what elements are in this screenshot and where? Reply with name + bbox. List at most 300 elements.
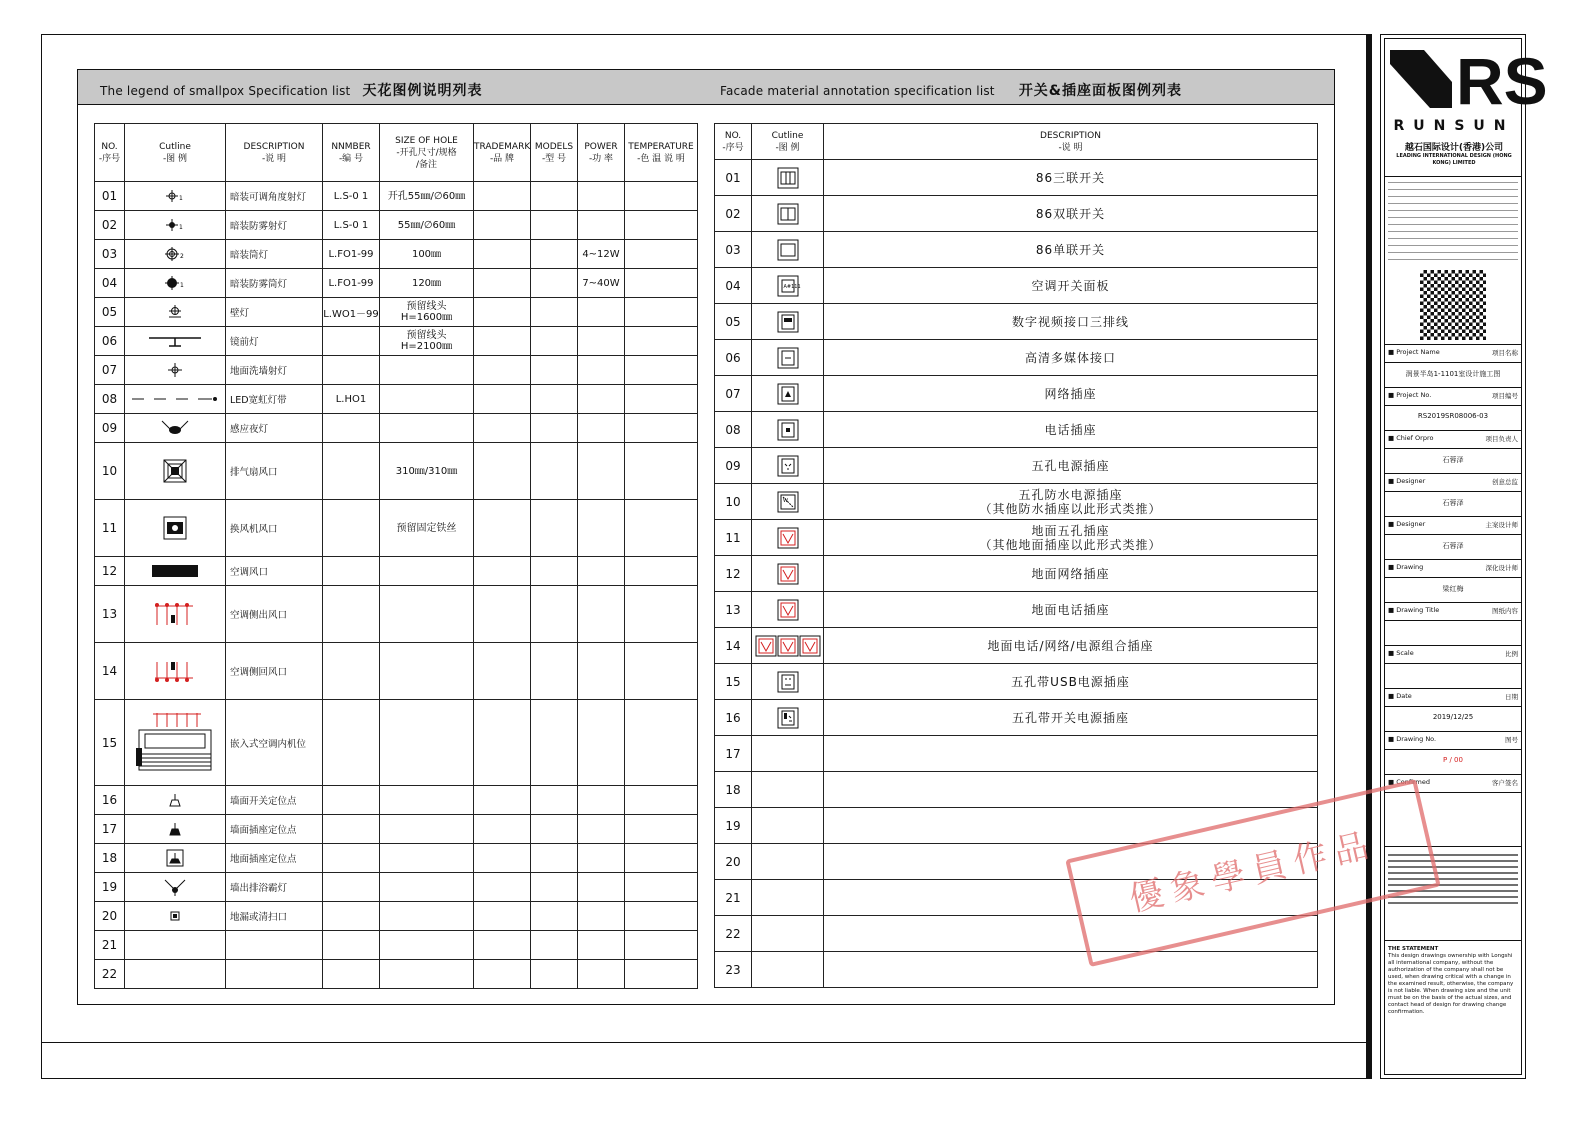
tb-divider [1384,663,1522,664]
tb-field-label: ■ Drawing Title 图纸内容 [1388,606,1518,615]
tb-divider [1384,620,1522,621]
left-col-header-4: SIZE OF HOLE -开孔尺寸/规格 /备注 [380,124,474,182]
row-description: 86三联开关 [824,160,1318,196]
row-number: 09 [715,448,752,484]
row-trademark [474,586,531,643]
row-model [531,269,578,298]
left-header: The legend of smallpox Specification list 天花图例说明列表 [100,83,483,99]
row-number: 10 [715,484,752,520]
left-col-header-7: POWER -功 率 [578,124,625,182]
row-model [531,586,578,643]
table-row [715,952,1318,988]
row-description: 壁灯 [226,298,323,327]
row-trademark [474,700,531,786]
tb-divider [1384,387,1522,388]
row-description: 空调侧回风口 [226,643,323,700]
row-number: 14 [715,628,752,664]
row-number: 11 [715,520,752,556]
tb-field-value: 石蓉泽 [1442,456,1464,464]
row-description [226,931,323,960]
row-trademark [474,327,531,356]
row-trademark [474,385,531,414]
row-code [323,557,380,586]
legend-symbol-icon [125,786,226,815]
frame-bottom-line [41,1042,1367,1043]
row-code [323,356,380,385]
row-description: 墙面插座定位点 [226,815,323,844]
row-model [531,182,578,211]
table-row [715,664,1318,700]
row-temperature [625,931,698,960]
row-description: 排气扇风口 [226,443,323,500]
legend-symbol-icon [125,873,226,902]
row-hole-size [380,586,474,643]
row-trademark [474,873,531,902]
row-temperature [625,960,698,989]
legend-symbol-icon [125,844,226,873]
row-number: 17 [95,815,125,844]
qr-code-icon [1420,270,1486,340]
row-trademark [474,931,531,960]
tb-divider [1384,731,1522,732]
row-power [578,356,625,385]
tb-divider [1384,430,1522,431]
row-hole-size [380,643,474,700]
svg-text:2: 2 [180,253,184,260]
row-number: 08 [715,412,752,448]
tb-divider [1384,645,1522,646]
row-number: 10 [95,443,125,500]
row-model [531,211,578,240]
row-description: 墙面开关定位点 [226,786,323,815]
row-temperature [625,643,698,700]
left-col-header-8: TEMPERATURE -色 温 说 明 [625,124,698,182]
row-number: 09 [95,414,125,443]
socket-symbol-icon [752,880,824,916]
row-description: 暗装防雾射灯 [226,211,323,240]
row-power [578,298,625,327]
socket-symbol-icon [752,664,824,700]
row-code [323,443,380,500]
table-row [95,586,698,643]
tb-divider [1384,362,1522,363]
row-description: 五孔带USB电源插座 [824,664,1318,700]
row-description: LED宽虹灯带 [226,385,323,414]
address-block [1388,182,1518,262]
socket-symbol-icon [752,736,824,772]
row-description: 86双联开关 [824,196,1318,232]
legend-symbol-icon [125,269,226,298]
socket-symbol-icon [752,340,824,376]
tb-field-value: 润景半岛1-1101室设计施工图 [1405,370,1501,378]
table-row [95,211,698,240]
row-trademark [474,844,531,873]
row-number: 08 [95,385,125,414]
legend-symbol-icon [125,960,226,989]
row-model [531,643,578,700]
tb-field-label: ■ Drawing 深化设计师 [1388,563,1518,572]
row-code [323,815,380,844]
table-row [95,356,698,385]
row-temperature [625,844,698,873]
svg-text:1: 1 [180,282,184,289]
right-header: Facade material annotation specification list 开关&插座面板图例列表 [720,83,1183,99]
row-trademark [474,815,531,844]
row-hole-size [380,557,474,586]
table-row [95,902,698,931]
tb-field-value: 石蓉泽 [1442,542,1464,550]
legend-symbol-icon [125,902,226,931]
row-hole-size [380,385,474,414]
table-row [715,412,1318,448]
row-number: 22 [95,960,125,989]
tb-field-value: RS2019SR08006-03 [1417,412,1489,420]
tb-divider [1384,559,1522,560]
tb-divider [1384,491,1522,492]
tb-divider [1384,176,1522,177]
tb-field-label: ■ Designer 创意总监 [1388,477,1518,486]
row-hole-size [380,786,474,815]
rs-logo-icon [1390,44,1548,118]
row-power [578,931,625,960]
ceiling-legend-table [94,123,698,989]
row-power [578,385,625,414]
legend-symbol-icon [125,385,226,414]
row-hole-size [380,700,474,786]
row-hole-size [380,356,474,385]
row-number: 01 [95,182,125,211]
tb-field-value: 2019/12/25 [1432,713,1474,721]
statement: THE STATEMENT This design drawings ownership with Longshi all international company, without the authorization of the company shall not be used, when drawing critical with a change in the examined result, otherwise, the company is not liable. When drawing size and the unit must be on the basis of the actual sizes, and contact head of design for drawing change confirmation. [1388,946,1514,1015]
row-description: 五孔防水电源插座 （其他防水插座以此形式类推） [824,484,1318,520]
row-description: 数字视频接口三排线 [824,304,1318,340]
row-number: 16 [95,786,125,815]
row-temperature [625,385,698,414]
row-model [531,327,578,356]
tb-field-label: ■ Drawing No. 图号 [1388,735,1518,744]
table-row [715,196,1318,232]
row-temperature [625,414,698,443]
row-model [531,902,578,931]
table-row [715,556,1318,592]
row-power [578,844,625,873]
row-description: 空调侧出风口 [226,586,323,643]
row-number: 01 [715,160,752,196]
row-number: 19 [715,808,752,844]
row-power [578,786,625,815]
socket-symbol-icon [752,808,824,844]
socket-symbol-icon [752,376,824,412]
frame-right-border [1366,34,1372,1079]
row-code [323,586,380,643]
row-hole-size: 预留线头 H=1600㎜ [380,298,474,327]
row-temperature [625,786,698,815]
table-row [715,448,1318,484]
row-description: 地面插座定位点 [226,844,323,873]
socket-symbol-icon [752,916,824,952]
table-row [715,700,1318,736]
row-number: 02 [95,211,125,240]
table-row [95,557,698,586]
row-number: 12 [95,557,125,586]
row-hole-size [380,902,474,931]
left-col-header-2: DESCRIPTION -说 明 [226,124,323,182]
row-power [578,700,625,786]
socket-symbol-icon [752,196,824,232]
tb-divider [1384,516,1522,517]
legend-symbol-icon [125,240,226,269]
row-temperature [625,873,698,902]
row-hole-size [380,873,474,902]
svg-text:W: W [782,497,788,504]
legend-symbol-icon [125,557,226,586]
tb-divider [1384,344,1522,345]
row-number: 17 [715,736,752,772]
company-name: 越石国际设计(香港)公司 LEADING INTERNATIONAL DESIGN (HONG KONG) LIMITED [1396,143,1512,166]
row-power [578,557,625,586]
row-temperature [625,211,698,240]
row-description: 暗装筒灯 [226,240,323,269]
table-row [95,700,698,786]
row-hole-size: 120㎜ [380,269,474,298]
row-code: L.S-0 1 [323,211,380,240]
row-code [323,960,380,989]
row-description: 电话插座 [824,412,1318,448]
row-description: 五孔电源插座 [824,448,1318,484]
table-row [95,960,698,989]
svg-text:A#111: A#111 [783,283,801,290]
tb-divider [1384,706,1522,707]
socket-symbol-icon [752,700,824,736]
row-code [323,414,380,443]
legend-symbol-icon [125,815,226,844]
table-row [95,844,698,873]
row-temperature [625,182,698,211]
row-power [578,327,625,356]
legend-symbol-icon [125,182,226,211]
left-col-header-0: NO. -序号 [95,124,125,182]
table-row [95,298,698,327]
row-number: 07 [95,356,125,385]
row-number: 11 [95,500,125,557]
legend-symbol-icon [125,414,226,443]
tb-field-value: P / 00 [1443,756,1463,764]
row-model [531,240,578,269]
row-number: 21 [95,931,125,960]
row-trademark [474,298,531,327]
tb-field-label: ■ Scale 比例 [1388,649,1518,658]
brand-name: RUNSUN [1393,118,1515,134]
right-col-header-1: Cutline -图 例 [752,124,824,160]
table-row [95,643,698,700]
row-code [323,786,380,815]
row-number: 20 [95,902,125,931]
legend-symbol-icon [125,643,226,700]
row-power [578,643,625,700]
right-col-header-2: DESCRIPTION -说 明 [824,124,1318,160]
row-trademark [474,414,531,443]
row-description: 墙出排浴霸灯 [226,873,323,902]
row-description: 地面网络插座 [824,556,1318,592]
row-hole-size: 310㎜/310㎜ [380,443,474,500]
row-number: 12 [715,556,752,592]
row-temperature [625,815,698,844]
legend-symbol-icon [125,298,226,327]
tb-divider [1384,688,1522,689]
row-hole-size: 预留固定铁丝 [380,500,474,557]
legend-symbol-icon [125,586,226,643]
row-number: 05 [715,304,752,340]
row-code [323,873,380,902]
row-model [531,443,578,500]
row-number: 13 [715,592,752,628]
left-col-header-3: NNMBER -编 号 [323,124,380,182]
row-description: 地面五孔插座 （其他地面插座以此形式类推） [824,520,1318,556]
row-model [531,873,578,902]
row-description [824,736,1318,772]
tb-divider [1384,749,1522,750]
table-row [715,160,1318,196]
legend-symbol-icon [125,931,226,960]
table-row [715,520,1318,556]
svg-text:1: 1 [179,195,183,202]
table-row [715,484,1318,520]
socket-symbol-icon [752,232,824,268]
row-temperature [625,356,698,385]
tb-divider [1384,577,1522,578]
row-code [323,931,380,960]
tb-divider [1384,405,1522,406]
legend-symbol-icon [125,500,226,557]
socket-symbol-icon [752,628,824,664]
row-trademark [474,356,531,385]
row-description: 镜前灯 [226,327,323,356]
row-trademark [474,643,531,700]
row-number: 03 [95,240,125,269]
row-code: L.HO1 [323,385,380,414]
row-description [824,952,1318,988]
table-row [95,182,698,211]
tb-divider [1384,473,1522,474]
socket-symbol-icon [752,268,824,304]
row-number: 14 [95,643,125,700]
tb-divider [1384,534,1522,535]
row-code: L.FO1-99 [323,240,380,269]
row-description: 空调开关面板 [824,268,1318,304]
legend-symbol-icon [125,327,226,356]
row-hole-size [380,844,474,873]
table-row [95,815,698,844]
tb-field-value: 梁红梅 [1442,585,1464,593]
socket-symbol-icon [752,952,824,988]
table-row [715,340,1318,376]
table-row [715,268,1318,304]
row-hole-size [380,931,474,960]
table-row [95,327,698,356]
row-code: L.WO1－99 [323,298,380,327]
row-number: 21 [715,880,752,916]
row-trademark [474,269,531,298]
table-row [95,385,698,414]
row-number: 13 [95,586,125,643]
row-model [531,786,578,815]
row-description: 感应夜灯 [226,414,323,443]
row-hole-size [380,414,474,443]
table-row [715,304,1318,340]
row-number: 15 [715,664,752,700]
row-code: L.S-0 1 [323,182,380,211]
row-temperature [625,240,698,269]
row-number: 06 [95,327,125,356]
row-model [531,931,578,960]
socket-symbol-icon [752,448,824,484]
tb-field-label: ■ Chief Orpro 项目负责人 [1388,434,1518,443]
socket-symbol-icon [752,520,824,556]
table-row [715,772,1318,808]
row-trademark [474,211,531,240]
row-description [226,960,323,989]
row-model [531,385,578,414]
socket-symbol-icon [752,412,824,448]
socket-symbol-icon [752,556,824,592]
row-power [578,414,625,443]
row-number: 04 [95,269,125,298]
socket-symbol-icon [752,160,824,196]
table-row [715,592,1318,628]
row-code [323,902,380,931]
row-temperature [625,500,698,557]
svg-text:1: 1 [179,224,183,231]
row-description: 地面电话/网络/电源组合插座 [824,628,1318,664]
row-description: 地面洗墙射灯 [226,356,323,385]
row-description [824,772,1318,808]
row-power [578,182,625,211]
table-row [715,736,1318,772]
row-model [531,557,578,586]
row-description: 换风机风口 [226,500,323,557]
socket-symbol-icon [752,304,824,340]
table-row [95,240,698,269]
row-hole-size [380,815,474,844]
row-number: 22 [715,916,752,952]
row-code [323,327,380,356]
row-temperature [625,700,698,786]
row-hole-size: 55㎜/∅60㎜ [380,211,474,240]
row-code [323,700,380,786]
row-number: 03 [715,232,752,268]
table-row [95,786,698,815]
row-temperature [625,298,698,327]
row-number: 06 [715,340,752,376]
tb-field-label: ■ Project Name 项目名称 [1388,348,1518,357]
row-number: 02 [715,196,752,232]
row-power [578,211,625,240]
row-model [531,700,578,786]
row-model [531,815,578,844]
row-model [531,298,578,327]
row-number: 07 [715,376,752,412]
watermark-stamp: 優象學員作品 [1065,779,1441,967]
row-number: 20 [715,844,752,880]
row-trademark [474,557,531,586]
row-description: 空调风口 [226,557,323,586]
row-temperature [625,443,698,500]
row-model [531,844,578,873]
row-description: 86单联开关 [824,232,1318,268]
row-description: 暗装可调角度射灯 [226,182,323,211]
row-power [578,815,625,844]
legend-symbol-icon [125,356,226,385]
